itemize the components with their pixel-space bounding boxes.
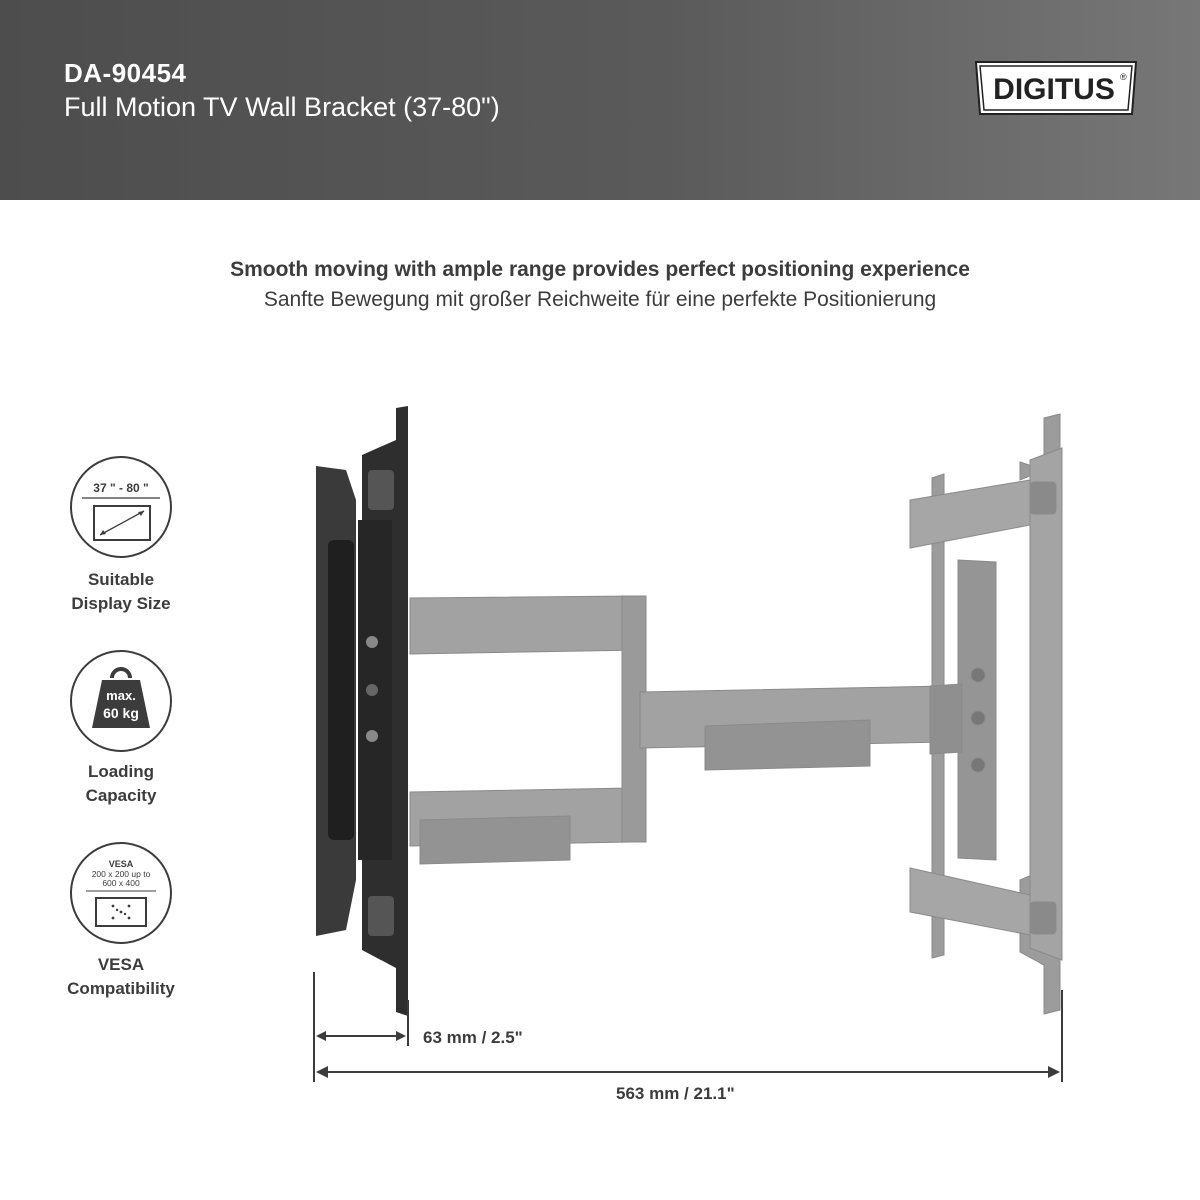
loading-capacity-label: Loading Capacity bbox=[85, 762, 157, 805]
vesa-compatibility-label: VESA Compatibility bbox=[67, 955, 175, 998]
svg-text:®: ® bbox=[1120, 72, 1127, 82]
model-number: DA-90454 bbox=[64, 58, 187, 88]
weight-text-max: max. bbox=[106, 688, 136, 703]
headline-german: Sanfte Bewegung mit großer Reichweite für eine perfekte Positionierung bbox=[263, 288, 937, 311]
brand-text: DIGITUS bbox=[993, 73, 1115, 106]
extended-bracket bbox=[410, 414, 1062, 1014]
vesa-icon-range2: 600 x 400 bbox=[102, 878, 140, 888]
dimension-lines bbox=[314, 972, 1062, 1082]
display-size-text: 37 " - 80 " bbox=[93, 481, 149, 495]
display-size-label: Suitable Display Size bbox=[71, 570, 171, 613]
depth-extended-label: 563 mm / 21.1" bbox=[616, 1084, 735, 1103]
folded-bracket bbox=[316, 406, 408, 1016]
depth-folded-label: 63 mm / 2.5" bbox=[423, 1028, 523, 1047]
weight-text-kg: 60 kg bbox=[103, 705, 139, 721]
headline-english: Smooth moving with ample range provides perfect positioning experience bbox=[230, 258, 970, 281]
vesa-icon-range1: 200 x 200 up to bbox=[91, 869, 151, 879]
product-title: Full Motion TV Wall Bracket (37-80") bbox=[64, 92, 500, 122]
vesa-icon-title: VESA bbox=[108, 859, 134, 869]
